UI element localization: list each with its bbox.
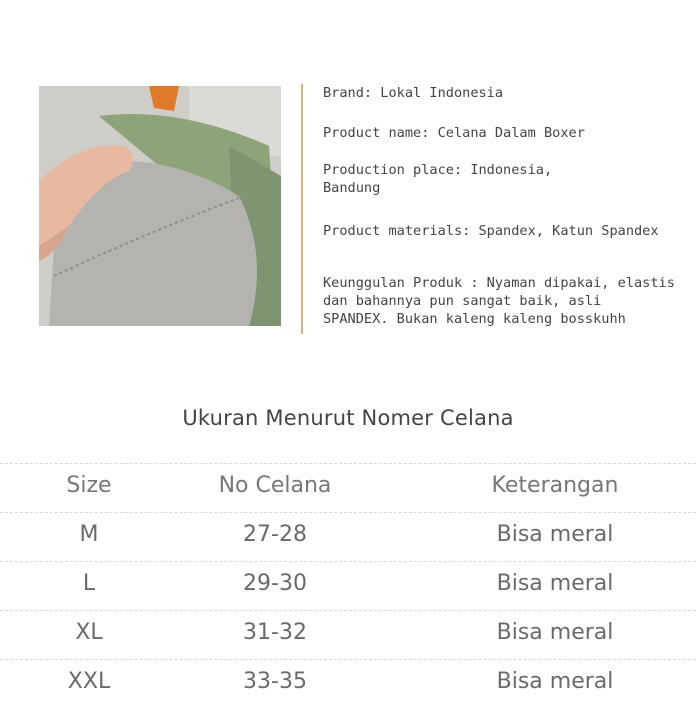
size-cell: L	[82, 571, 96, 596]
no-celana-cell: 31-32	[243, 620, 307, 645]
size-table-title: Ukuran Menurut Nomer Celana	[182, 406, 514, 430]
advantage-line2: dan bahannya pun sangat baik, asli	[323, 293, 602, 309]
brand-text: Brand: Lokal Indonesia	[323, 85, 504, 101]
divider-line	[301, 84, 303, 334]
materials-text: Product materials: Spandex, Katun Spandex	[323, 223, 659, 239]
product-name-text: Product name: Celana Dalam Boxer	[323, 125, 585, 141]
size-cell: XXL	[67, 669, 111, 694]
production-place-line1: Production place: Indonesia,	[323, 162, 553, 178]
header-no-celana: No Celana	[218, 473, 332, 498]
keterangan-cell: Bisa meral	[496, 522, 614, 547]
keterangan-cell: Bisa meral	[496, 669, 614, 694]
keterangan-cell: Bisa meral	[496, 571, 614, 596]
advantage-line1: Keunggulan Produk : Nyaman dipakai, elastis	[323, 275, 675, 291]
table-row	[0, 512, 696, 561]
size-table	[0, 463, 696, 708]
product-photo	[39, 86, 281, 326]
table-header-row	[0, 463, 696, 512]
no-celana-cell: 27-28	[243, 522, 307, 547]
size-cell: XL	[75, 620, 103, 645]
header-size: Size	[66, 473, 112, 498]
no-celana-cell: 33-35	[243, 669, 307, 694]
advantage-line3: SPANDEX. Bukan kaleng kaleng bosskuhh	[323, 311, 626, 327]
no-celana-cell: 29-30	[243, 571, 307, 596]
table-row	[0, 610, 696, 659]
header-keterangan: Keterangan	[491, 473, 619, 498]
size-cell: M	[79, 522, 99, 547]
table-row	[0, 659, 696, 708]
table-row	[0, 561, 696, 610]
keterangan-cell: Bisa meral	[496, 620, 614, 645]
production-place-line2: Bandung	[323, 180, 381, 196]
